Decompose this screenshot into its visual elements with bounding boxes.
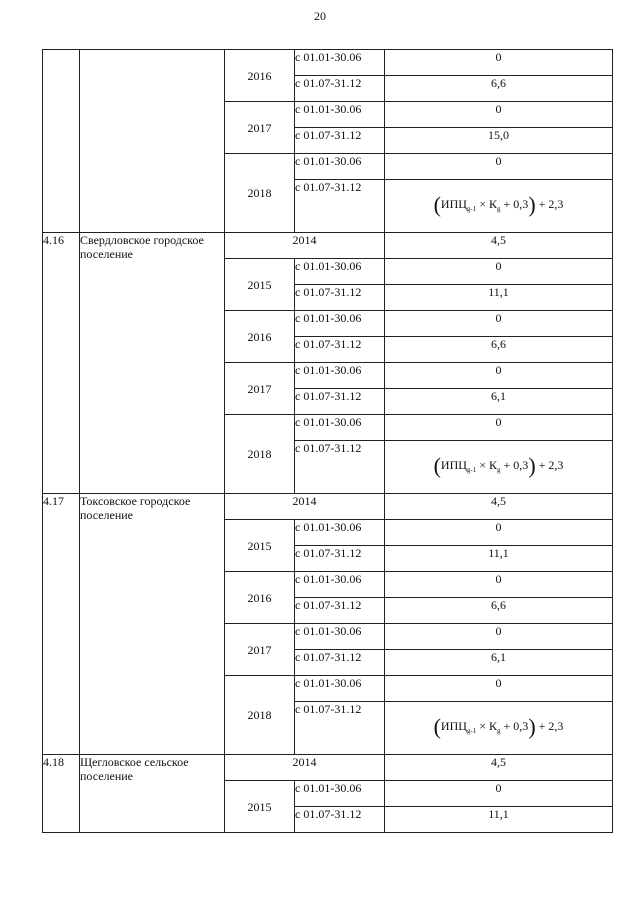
period-cell: с 01.07-31.12 (295, 807, 385, 833)
year-cell: 2015 (225, 520, 295, 572)
value-cell: 0 (385, 50, 613, 76)
period-cell: с 01.01-30.06 (295, 154, 385, 180)
year-cell: 2016 (225, 50, 295, 102)
formula-ipc-subscript: g-1 (466, 466, 477, 474)
period-cell: с 01.07-31.12 (295, 546, 385, 572)
year-cell: 2017 (225, 102, 295, 154)
year-cell: 2017 (225, 363, 295, 415)
value-cell: 15,0 (385, 128, 613, 154)
year-cell: 2017 (225, 624, 295, 676)
formula-ipc: ИПЦ (440, 719, 467, 733)
formula-times-k: × К (479, 458, 498, 472)
value-cell: 0 (385, 311, 613, 337)
year-cell: 2018 (225, 676, 295, 755)
tariff-table (42, 49, 613, 833)
formula-close-paren: ) (528, 714, 536, 739)
period-cell: с 01.07-31.12 (295, 702, 385, 755)
year-cell: 2016 (225, 311, 295, 363)
page-number: 20 (314, 9, 326, 23)
value-cell: 0 (385, 363, 613, 389)
period-cell: с 01.01-30.06 (295, 259, 385, 285)
period-cell: с 01.01-30.06 (295, 102, 385, 128)
formula-close-paren: ) (528, 453, 536, 478)
period-cell: с 01.07-31.12 (295, 389, 385, 415)
year-cell: 2018 (225, 154, 295, 233)
row-number-cell: 4.17 (43, 494, 80, 755)
period-cell: с 01.07-31.12 (295, 76, 385, 102)
settlement-name-cell: Токсовское городское поселение (80, 494, 225, 755)
formula (433, 192, 564, 217)
settlement-name-cell: Щегловское сельское поселение (80, 755, 225, 833)
value-cell: 0 (385, 781, 613, 807)
formula-times-k: × К (479, 719, 498, 733)
settlement-name-cell (80, 50, 225, 233)
base-year-cell: 2014 (225, 755, 385, 781)
period-cell: с 01.07-31.12 (295, 337, 385, 363)
value-cell: 6,1 (385, 650, 613, 676)
formula-cell (385, 441, 613, 494)
formula-tail: + 2,3 (538, 197, 564, 211)
value-cell: 0 (385, 572, 613, 598)
year-cell: 2015 (225, 781, 295, 833)
base-year-cell: 2014 (225, 494, 385, 520)
formula-ipc-subscript: g-1 (466, 205, 477, 213)
formula-ipc-subscript: g-1 (466, 727, 477, 735)
period-cell: с 01.01-30.06 (295, 624, 385, 650)
tariff-table-body (43, 50, 613, 833)
value-cell: 11,1 (385, 807, 613, 833)
value-cell: 11,1 (385, 285, 613, 311)
period-cell: с 01.07-31.12 (295, 650, 385, 676)
formula-times-k: × К (479, 197, 498, 211)
value-cell: 4,5 (385, 755, 613, 781)
period-cell: с 01.01-30.06 (295, 572, 385, 598)
formula-ipc: ИПЦ (440, 458, 467, 472)
value-cell: 6,6 (385, 76, 613, 102)
row-number-cell (43, 50, 80, 233)
value-cell: 0 (385, 520, 613, 546)
period-cell: с 01.01-30.06 (295, 363, 385, 389)
year-cell: 2016 (225, 572, 295, 624)
value-cell: 0 (385, 102, 613, 128)
formula-k-subscript: g (497, 205, 501, 213)
formula-tail: + 2,3 (538, 458, 564, 472)
formula-k-subscript: g (497, 727, 501, 735)
row-number-cell: 4.18 (43, 755, 80, 833)
period-cell: с 01.01-30.06 (295, 311, 385, 337)
formula-close-paren: ) (528, 192, 536, 217)
period-cell: с 01.01-30.06 (295, 415, 385, 441)
period-cell: с 01.07-31.12 (295, 180, 385, 233)
formula-plus: + 0,3 (503, 719, 529, 733)
period-cell: с 01.01-30.06 (295, 50, 385, 76)
formula-open-paren: ( (433, 714, 441, 739)
formula-ipc: ИПЦ (440, 197, 467, 211)
base-year-cell: 2014 (225, 233, 385, 259)
formula (433, 714, 564, 739)
period-cell: с 01.01-30.06 (295, 520, 385, 546)
period-cell: с 01.07-31.12 (295, 128, 385, 154)
year-cell: 2018 (225, 415, 295, 494)
formula-k-subscript: g (497, 466, 501, 474)
period-cell: с 01.07-31.12 (295, 441, 385, 494)
formula-open-paren: ( (433, 192, 441, 217)
period-cell: с 01.01-30.06 (295, 676, 385, 702)
value-cell: 0 (385, 676, 613, 702)
value-cell: 6,1 (385, 389, 613, 415)
formula-open-paren: ( (433, 453, 441, 478)
value-cell: 0 (385, 624, 613, 650)
settlement-name-cell: Свердловское городское поселение (80, 233, 225, 494)
formula-tail: + 2,3 (538, 719, 564, 733)
year-cell: 2015 (225, 259, 295, 311)
period-cell: с 01.07-31.12 (295, 598, 385, 624)
formula-cell (385, 180, 613, 233)
value-cell: 6,6 (385, 598, 613, 624)
formula-plus: + 0,3 (503, 197, 529, 211)
row-number-cell: 4.16 (43, 233, 80, 494)
formula-plus: + 0,3 (503, 458, 529, 472)
value-cell: 4,5 (385, 494, 613, 520)
period-cell: с 01.01-30.06 (295, 781, 385, 807)
value-cell: 0 (385, 415, 613, 441)
value-cell: 11,1 (385, 546, 613, 572)
formula-cell (385, 702, 613, 755)
value-cell: 0 (385, 259, 613, 285)
value-cell: 6,6 (385, 337, 613, 363)
value-cell: 0 (385, 154, 613, 180)
formula (433, 453, 564, 478)
period-cell: с 01.07-31.12 (295, 285, 385, 311)
value-cell: 4,5 (385, 233, 613, 259)
